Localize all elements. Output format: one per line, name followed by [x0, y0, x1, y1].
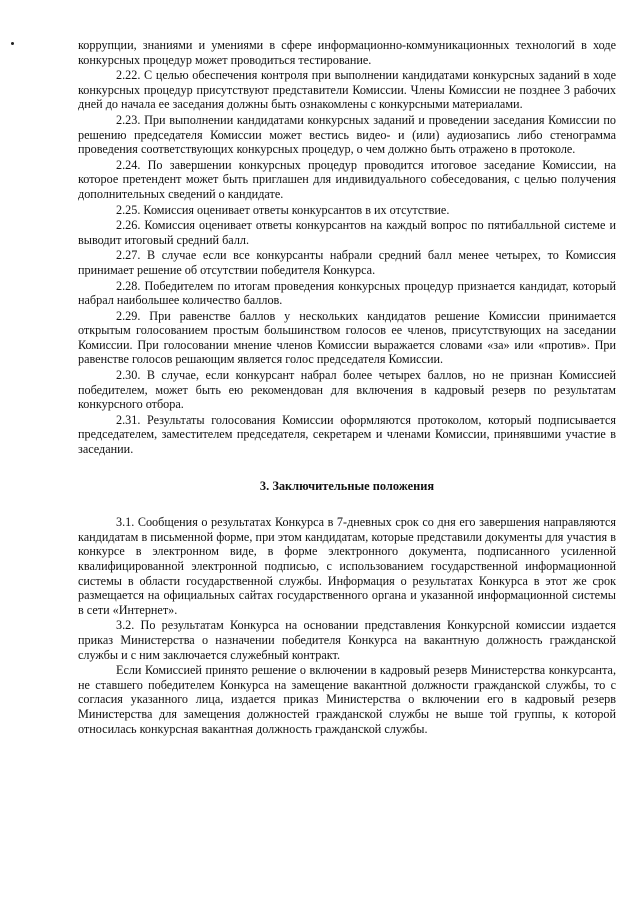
section-title: 3. Заключительные положения — [259, 478, 435, 493]
paragraph-2-30: 2.30. В случае, если конкурсант набрал более четырех баллов, но не признан Комиссией победителем, может быть ею рекомендован для включения в кадровый резерв по результатам конкурсного отбора. — [78, 368, 616, 412]
paragraph-2-25: 2.25. Комиссия оценивает ответы конкурсантов в их отсутствие. — [116, 202, 450, 217]
paragraph-3-2: 3.2. По результатам Конкурса на основании представления Конкурсной комиссии издается приказ Министерства о назначении победителя Конкурса на вакантную должность гражданской службы и с ним заключается служебный контракт. — [78, 618, 616, 662]
paragraph-2-31: 2.31. Результаты голосования Комиссии оформляются протоколом, который подписывается председателем, заместителем председателя, секретарем и членами Комиссии, принявшими участие в заседании. — [78, 412, 616, 457]
paragraph-2-28: 2.28. Победителем по итогам проведения конкурсных процедур признается кандидат, который набрал наибольшее количество баллов. — [78, 278, 616, 308]
paragraph-continuation: коррупции, знаниями и умениями в сфере информационно-коммуникационных технологий в ходе конкурсных процедур может проводиться тестирование. — [78, 38, 616, 67]
paragraph-2-26: 2.26. Комиссия оценивает ответы конкурсантов на каждый вопрос по пятибалльной системе и выводит итоговый средний балл. — [78, 218, 616, 247]
paragraph-2-22: 2.22. С целью обеспечения контроля при выполнении кандидатами конкурсных заданий в ходе конкурсных процедур присутствуют представители Комиссии. Члены Комиссии не позднее 3 рабочих дней до начала ее заседания должны быть ознакомлены с конкурсными материалами. — [78, 68, 616, 112]
paragraph-2-23: 2.23. При выполнении кандидатами конкурсных заданий и проведении заседания Комиссии по решению председателя Комиссии может вестись видео- и (или) аудиозапись либо стенограмма проведения соответствующих конкурсных процедур, о чем должно быть отражено в протоколе. — [78, 112, 616, 157]
paragraph-3-1: 3.1. Сообщения о результатах Конкурса в 7-дневных срок со дня его завершения направляются кандидатам в письменной форме, при этом кандидатам, которые представили документы для участия в конкурсе в электронном виде, в форме электронного документа, подписанного усиленной квалифицированной электронной подписью, с использованием государственной информационной системы в области государственной службы. Информация о результатах Конкурса в этот же срок размещается на официальных сайтах государственного органа и указанной информационной системы в сети «Интернет». — [78, 515, 616, 617]
document-body — [78, 38, 616, 736]
margin-dot — [11, 42, 14, 45]
paragraph-2-24: 2.24. По завершении конкурсных процедур проводится итоговое заседание Комиссии, на которое претендент может быть приглашен для индивидуального собеседования, с целью получения дополнительных сведений о кандидате. — [78, 157, 616, 201]
paragraph-2-29: 2.29. При равенстве баллов у нескольких кандидатов решение Комиссии принимается открытым голосованием простым большинством голосов ее членов, присутствующих на заседании Комиссии. При голосовании мнение членов Комиссии выражается словами «за» или «против». При равенстве голосов решающим является голос председателя Комиссии. — [78, 308, 616, 367]
paragraph-reserve: Если Комиссией принято решение о включении в кадровый резерв Министерства конкурсанта, не ставшего победителем Конкурса на замещение вакантной должности гражданской службы, то с согласия указанного лица, издается приказ Министерства о включении его в кадровый резерв Министерства для замещения должностей гражданской службы не выше той группы, к которой относилась конкурсная вакантная должность гражданской службы. — [78, 663, 616, 736]
paragraph-2-27: 2.27. В случае если все конкурсанты набрали средний балл менее четырех, то Комиссия принимает решение об отсутствии победителя Конкурса. — [78, 248, 616, 277]
